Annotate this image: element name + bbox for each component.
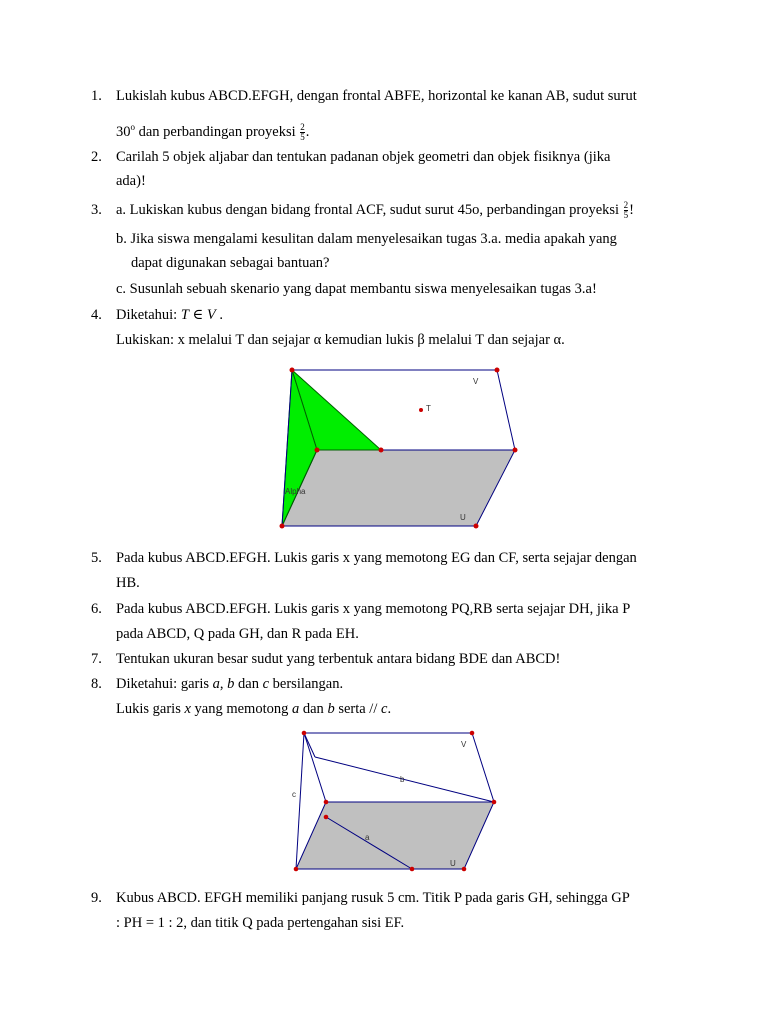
item-3-b-line-2: dapat digunakan sebagai bantuan? — [131, 255, 330, 271]
item-number: 9. — [91, 890, 102, 906]
var-c: c — [381, 701, 388, 717]
text: , — [219, 676, 228, 692]
label-v: V — [461, 740, 467, 749]
text: yang memotong — [190, 701, 292, 717]
figure-1-planes — [275, 362, 525, 534]
text: . — [215, 307, 224, 323]
point — [290, 368, 295, 373]
var-b: b — [327, 701, 335, 717]
point — [462, 867, 467, 872]
item-text: Carilah 5 objek aljabar dan tentukan padanan objek geometri dan objek fisiknya (jika — [116, 149, 611, 165]
point — [379, 448, 384, 453]
plane-u — [282, 450, 515, 526]
label-t: T — [426, 404, 431, 413]
label-b: b — [400, 775, 405, 784]
element-of: ∈ — [188, 307, 207, 323]
frac-num: 2 — [300, 122, 305, 133]
item-text: a. Lukiskan kubus dengan bidang frontal ACF, sudut surut 45o, perbandingan proyeksi — [116, 202, 620, 218]
var-c: c — [262, 676, 270, 692]
item-number: 6. — [91, 601, 102, 617]
item-number: 2. — [91, 149, 102, 165]
fraction — [300, 123, 305, 142]
var-v: V — [206, 307, 216, 323]
degree-sup: o — [130, 122, 135, 132]
point — [410, 867, 415, 872]
point — [492, 800, 497, 805]
item-text — [116, 675, 343, 693]
text: . — [387, 701, 392, 717]
point — [470, 731, 475, 736]
angle-value: 30 — [116, 124, 131, 140]
var-b: b — [227, 676, 235, 692]
item-9-line-2: : PH = 1 : 2, dan titik Q pada pertengahan sisi EF. — [116, 915, 405, 931]
text: dan — [299, 701, 328, 717]
point — [324, 815, 329, 820]
label-c: c — [292, 790, 296, 799]
item-text: . — [305, 124, 310, 140]
label-u: U — [450, 859, 456, 868]
point-t — [419, 408, 423, 412]
label-alpha: Alpha — [285, 487, 306, 496]
item-number: 8. — [91, 676, 102, 692]
text: dan — [234, 676, 263, 692]
frac-num: 2 — [623, 200, 629, 211]
frac-den: 5 — [300, 132, 305, 143]
item-3-b: b. Jika siswa mengalami kesulitan dalam menyelesaikan tugas 3.a. media apakah yang — [116, 231, 617, 247]
fraction — [624, 201, 629, 220]
item-text: Lukislah kubus ABCD.EFGH, dengan frontal ABFE, horizontal ke kanan AB, sudut surut — [116, 88, 637, 104]
point — [513, 448, 518, 453]
text: serta // — [334, 701, 381, 717]
line-c — [296, 733, 304, 869]
item-text: dan perbandingan proyeksi — [135, 124, 300, 140]
item-2-line-2: ada)! — [116, 173, 146, 189]
label-a: a — [365, 833, 370, 842]
item-number: 5. — [91, 550, 102, 566]
point — [315, 448, 320, 453]
var-t: T — [180, 307, 189, 323]
point — [324, 800, 329, 805]
item-text: Pada kubus ABCD.EFGH. Lukis garis x yang memotong PQ,RB serta sejajar DH, jika P — [116, 601, 631, 617]
item-text: Kubus ABCD. EFGH memiliki panjang rusuk 5 cm. Titik P pada garis GH, sehingga GP — [116, 890, 630, 906]
point — [280, 524, 285, 529]
figure-2-skew-lines — [288, 727, 504, 873]
point — [495, 368, 500, 373]
item-3-c: c. Susunlah sebuah skenario yang dapat membantu siswa menyelesaikan tugas 3.a! — [116, 281, 597, 297]
label-u: U — [460, 513, 466, 522]
frac-den: 5 — [623, 210, 629, 221]
var-a: a — [292, 701, 300, 717]
item-5-line-2: HB. — [116, 575, 140, 591]
point — [302, 731, 307, 736]
var-a: a — [212, 676, 220, 692]
item-number: 3. — [91, 202, 102, 218]
item-number: 7. — [91, 651, 102, 667]
text: Diketahui: — [116, 307, 181, 323]
item-6-line-2: pada ABCD, Q pada GH, dan R pada EH. — [116, 626, 359, 642]
item-8-line-2 — [116, 700, 391, 718]
item-text: Tentukan ukuran besar sudut yang terbentuk antara bidang BDE dan ABCD! — [116, 651, 561, 667]
text: bersilangan. — [269, 676, 344, 692]
point — [294, 867, 299, 872]
item-1-line-2 — [116, 118, 309, 142]
text: Lukis garis — [116, 701, 185, 717]
item-4-line-2: Lukiskan: x melalui T dan sejajar α kemudian lukis β melalui T dan sejajar α. — [116, 332, 565, 348]
item-number: 4. — [91, 307, 102, 323]
item-text: Pada kubus ABCD.EFGH. Lukis garis x yang memotong EG dan CF, serta sejajar dengan — [116, 550, 637, 566]
item-text: ! — [629, 202, 635, 218]
point — [474, 524, 479, 529]
item-text — [116, 306, 223, 324]
item-3-a — [116, 201, 634, 220]
label-v: V — [473, 377, 479, 386]
item-number: 1. — [91, 88, 102, 104]
var-x: x — [184, 701, 191, 717]
text: Diketahui: garis — [116, 676, 213, 692]
